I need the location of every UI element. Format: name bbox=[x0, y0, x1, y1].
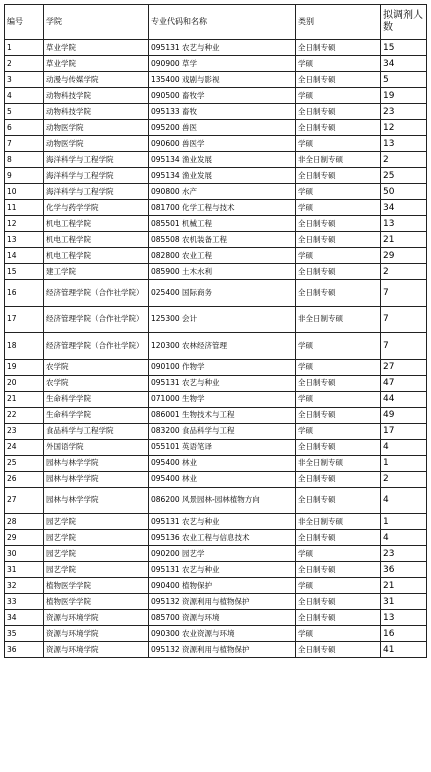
cell-major: 095131 农艺与种业 bbox=[149, 514, 296, 530]
cell-category: 全日制专硕 bbox=[296, 642, 381, 658]
cell-no: 1 bbox=[5, 40, 44, 56]
cell-college: 农学院 bbox=[44, 375, 149, 391]
cell-major: 085508 农机装备工程 bbox=[149, 232, 296, 248]
cell-category: 非全日制专硕 bbox=[296, 152, 381, 168]
cell-major: 095133 畜牧 bbox=[149, 104, 296, 120]
table-row bbox=[5, 152, 427, 168]
cell-major: 055101 英语笔译 bbox=[149, 439, 296, 455]
cell-college: 资源与环境学院 bbox=[44, 626, 149, 642]
cell-major: 095400 林业 bbox=[149, 471, 296, 487]
cell-count: 5 bbox=[381, 72, 427, 88]
cell-count: 1 bbox=[381, 455, 427, 471]
cell-count: 2 bbox=[381, 264, 427, 280]
cell-count: 16 bbox=[381, 626, 427, 642]
cell-count: 7 bbox=[381, 280, 427, 307]
cell-count: 23 bbox=[381, 546, 427, 562]
cell-category: 学硕 bbox=[296, 184, 381, 200]
table-row bbox=[5, 72, 427, 88]
cell-college: 机电工程学院 bbox=[44, 248, 149, 264]
cell-college: 动物医学院 bbox=[44, 120, 149, 136]
table-row bbox=[5, 375, 427, 391]
cell-no: 29 bbox=[5, 530, 44, 546]
cell-major: 090100 作物学 bbox=[149, 359, 296, 375]
header-category: 类别 bbox=[296, 5, 381, 40]
table-row bbox=[5, 455, 427, 471]
table-row bbox=[5, 487, 427, 514]
cell-major: 086200 风景园林-园林植物方向 bbox=[149, 487, 296, 514]
cell-count: 13 bbox=[381, 610, 427, 626]
table-row bbox=[5, 514, 427, 530]
table-row bbox=[5, 168, 427, 184]
cell-count: 31 bbox=[381, 594, 427, 610]
cell-count: 13 bbox=[381, 136, 427, 152]
cell-no: 24 bbox=[5, 439, 44, 455]
cell-college: 建工学院 bbox=[44, 264, 149, 280]
cell-count: 21 bbox=[381, 232, 427, 248]
cell-no: 17 bbox=[5, 306, 44, 333]
table-row bbox=[5, 184, 427, 200]
header-no: 编号 bbox=[5, 5, 44, 40]
cell-no: 2 bbox=[5, 56, 44, 72]
cell-major: 086001 生物技术与工程 bbox=[149, 407, 296, 423]
cell-no: 14 bbox=[5, 248, 44, 264]
cell-category: 非全日制专硕 bbox=[296, 455, 381, 471]
table-row bbox=[5, 232, 427, 248]
cell-count: 34 bbox=[381, 200, 427, 216]
cell-major: 095131 农艺与种业 bbox=[149, 375, 296, 391]
cell-category: 全日制专硕 bbox=[296, 562, 381, 578]
cell-category: 全日制专硕 bbox=[296, 471, 381, 487]
cell-category: 学硕 bbox=[296, 391, 381, 407]
cell-college: 园林与林学学院 bbox=[44, 455, 149, 471]
cell-category: 全日制专硕 bbox=[296, 439, 381, 455]
table-row bbox=[5, 594, 427, 610]
cell-no: 19 bbox=[5, 359, 44, 375]
cell-count: 17 bbox=[381, 423, 427, 439]
cell-count: 47 bbox=[381, 375, 427, 391]
table-row bbox=[5, 578, 427, 594]
header-college: 学院 bbox=[44, 5, 149, 40]
cell-count: 1 bbox=[381, 514, 427, 530]
table-row bbox=[5, 562, 427, 578]
cell-category: 学硕 bbox=[296, 88, 381, 104]
cell-college: 园林与林学学院 bbox=[44, 487, 149, 514]
cell-category: 学硕 bbox=[296, 248, 381, 264]
cell-major: 090600 兽医学 bbox=[149, 136, 296, 152]
cell-college: 海洋科学与工程学院 bbox=[44, 152, 149, 168]
cell-college: 园艺学院 bbox=[44, 546, 149, 562]
cell-college: 动物医学院 bbox=[44, 136, 149, 152]
cell-category: 学硕 bbox=[296, 56, 381, 72]
cell-no: 7 bbox=[5, 136, 44, 152]
cell-college: 资源与环境学院 bbox=[44, 642, 149, 658]
cell-no: 22 bbox=[5, 407, 44, 423]
cell-count: 4 bbox=[381, 487, 427, 514]
cell-college: 经济管理学院（合作社学院） bbox=[44, 306, 149, 333]
cell-major: 090300 农业资源与环境 bbox=[149, 626, 296, 642]
cell-count: 7 bbox=[381, 306, 427, 333]
cell-no: 31 bbox=[5, 562, 44, 578]
cell-college: 经济管理学院（合作社学院） bbox=[44, 333, 149, 360]
table-row bbox=[5, 306, 427, 333]
cell-category: 全日制专硕 bbox=[296, 104, 381, 120]
table-row bbox=[5, 471, 427, 487]
cell-major: 095200 兽医 bbox=[149, 120, 296, 136]
cell-category: 学硕 bbox=[296, 423, 381, 439]
cell-count: 29 bbox=[381, 248, 427, 264]
cell-college: 园林与林学学院 bbox=[44, 471, 149, 487]
cell-college: 资源与环境学院 bbox=[44, 610, 149, 626]
cell-college: 动物科技学院 bbox=[44, 104, 149, 120]
cell-major: 120300 农林经济管理 bbox=[149, 333, 296, 360]
cell-college: 园艺学院 bbox=[44, 530, 149, 546]
cell-major: 095134 渔业发展 bbox=[149, 168, 296, 184]
cell-major: 085700 资源与环境 bbox=[149, 610, 296, 626]
cell-count: 2 bbox=[381, 152, 427, 168]
cell-category: 非全日制专硕 bbox=[296, 306, 381, 333]
cell-category: 学硕 bbox=[296, 546, 381, 562]
cell-count: 44 bbox=[381, 391, 427, 407]
cell-major: 090500 畜牧学 bbox=[149, 88, 296, 104]
cell-count: 23 bbox=[381, 104, 427, 120]
cell-college: 海洋科学与工程学院 bbox=[44, 168, 149, 184]
cell-no: 30 bbox=[5, 546, 44, 562]
header-count: 拟调剂人数 bbox=[381, 5, 427, 40]
cell-count: 12 bbox=[381, 120, 427, 136]
cell-category: 全日制专硕 bbox=[296, 594, 381, 610]
cell-college: 经济管理学院（合作社学院） bbox=[44, 280, 149, 307]
cell-category: 全日制专硕 bbox=[296, 407, 381, 423]
table-row bbox=[5, 546, 427, 562]
table-row bbox=[5, 626, 427, 642]
cell-no: 28 bbox=[5, 514, 44, 530]
cell-college: 机电工程学院 bbox=[44, 232, 149, 248]
cell-major: 083200 食品科学与工程 bbox=[149, 423, 296, 439]
cell-category: 全日制专硕 bbox=[296, 72, 381, 88]
table-row bbox=[5, 530, 427, 546]
cell-college: 园艺学院 bbox=[44, 514, 149, 530]
table-row bbox=[5, 248, 427, 264]
cell-count: 4 bbox=[381, 530, 427, 546]
cell-count: 7 bbox=[381, 333, 427, 360]
table-row bbox=[5, 88, 427, 104]
cell-major: 090800 水产 bbox=[149, 184, 296, 200]
table-row bbox=[5, 56, 427, 72]
table-row bbox=[5, 120, 427, 136]
cell-major: 085900 土木水利 bbox=[149, 264, 296, 280]
cell-no: 20 bbox=[5, 375, 44, 391]
table-row bbox=[5, 216, 427, 232]
cell-count: 41 bbox=[381, 642, 427, 658]
cell-no: 15 bbox=[5, 264, 44, 280]
table-row bbox=[5, 280, 427, 307]
cell-category: 全日制专硕 bbox=[296, 40, 381, 56]
cell-major: 082800 农业工程 bbox=[149, 248, 296, 264]
table-row bbox=[5, 136, 427, 152]
cell-count: 34 bbox=[381, 56, 427, 72]
cell-no: 27 bbox=[5, 487, 44, 514]
cell-category: 全日制专硕 bbox=[296, 280, 381, 307]
cell-college: 动漫与传媒学院 bbox=[44, 72, 149, 88]
cell-no: 26 bbox=[5, 471, 44, 487]
cell-college: 生命科学学院 bbox=[44, 407, 149, 423]
cell-no: 34 bbox=[5, 610, 44, 626]
table-row bbox=[5, 333, 427, 360]
cell-count: 13 bbox=[381, 216, 427, 232]
adjustment-quota-table bbox=[4, 4, 427, 658]
cell-no: 33 bbox=[5, 594, 44, 610]
cell-no: 8 bbox=[5, 152, 44, 168]
cell-no: 9 bbox=[5, 168, 44, 184]
table-row bbox=[5, 407, 427, 423]
cell-college: 动物科技学院 bbox=[44, 88, 149, 104]
table-header-row bbox=[5, 5, 427, 40]
cell-college: 植物医学学院 bbox=[44, 594, 149, 610]
cell-college: 外国语学院 bbox=[44, 439, 149, 455]
table-row bbox=[5, 439, 427, 455]
cell-category: 学硕 bbox=[296, 626, 381, 642]
cell-major: 095131 农艺与种业 bbox=[149, 40, 296, 56]
table-row bbox=[5, 359, 427, 375]
cell-category: 全日制专硕 bbox=[296, 216, 381, 232]
cell-no: 36 bbox=[5, 642, 44, 658]
cell-major: 081700 化学工程与技术 bbox=[149, 200, 296, 216]
cell-major: 090900 草学 bbox=[149, 56, 296, 72]
cell-category: 全日制专硕 bbox=[296, 232, 381, 248]
cell-count: 50 bbox=[381, 184, 427, 200]
cell-college: 食品科学与工程学院 bbox=[44, 423, 149, 439]
cell-no: 21 bbox=[5, 391, 44, 407]
cell-no: 5 bbox=[5, 104, 44, 120]
cell-no: 23 bbox=[5, 423, 44, 439]
cell-major: 085501 机械工程 bbox=[149, 216, 296, 232]
table-row bbox=[5, 610, 427, 626]
cell-major: 090400 植物保护 bbox=[149, 578, 296, 594]
cell-category: 非全日制专硕 bbox=[296, 514, 381, 530]
cell-category: 学硕 bbox=[296, 359, 381, 375]
cell-no: 18 bbox=[5, 333, 44, 360]
cell-category: 学硕 bbox=[296, 200, 381, 216]
cell-no: 6 bbox=[5, 120, 44, 136]
cell-category: 全日制专硕 bbox=[296, 120, 381, 136]
cell-no: 16 bbox=[5, 280, 44, 307]
cell-no: 4 bbox=[5, 88, 44, 104]
cell-category: 全日制专硕 bbox=[296, 487, 381, 514]
cell-no: 10 bbox=[5, 184, 44, 200]
cell-college: 草业学院 bbox=[44, 40, 149, 56]
table-row bbox=[5, 642, 427, 658]
cell-major: 095132 资源利用与植物保护 bbox=[149, 642, 296, 658]
cell-college: 机电工程学院 bbox=[44, 216, 149, 232]
cell-major: 095400 林业 bbox=[149, 455, 296, 471]
cell-category: 学硕 bbox=[296, 578, 381, 594]
table-row bbox=[5, 40, 427, 56]
table-row bbox=[5, 104, 427, 120]
cell-category: 全日制专硕 bbox=[296, 375, 381, 391]
table-row bbox=[5, 264, 427, 280]
header-major: 专业代码和名称 bbox=[149, 5, 296, 40]
cell-category: 全日制专硕 bbox=[296, 610, 381, 626]
cell-category: 全日制专硕 bbox=[296, 264, 381, 280]
cell-college: 农学院 bbox=[44, 359, 149, 375]
cell-count: 15 bbox=[381, 40, 427, 56]
table-body bbox=[5, 40, 427, 658]
cell-college: 海洋科学与工程学院 bbox=[44, 184, 149, 200]
cell-count: 36 bbox=[381, 562, 427, 578]
cell-major: 095132 资源利用与植物保护 bbox=[149, 594, 296, 610]
cell-college: 化学与药学学院 bbox=[44, 200, 149, 216]
cell-major: 095134 渔业发展 bbox=[149, 152, 296, 168]
cell-college: 草业学院 bbox=[44, 56, 149, 72]
table-row bbox=[5, 391, 427, 407]
table-row bbox=[5, 200, 427, 216]
cell-major: 095131 农艺与种业 bbox=[149, 562, 296, 578]
cell-no: 13 bbox=[5, 232, 44, 248]
cell-count: 4 bbox=[381, 439, 427, 455]
cell-college: 园艺学院 bbox=[44, 562, 149, 578]
cell-count: 2 bbox=[381, 471, 427, 487]
cell-no: 32 bbox=[5, 578, 44, 594]
cell-major: 090200 园艺学 bbox=[149, 546, 296, 562]
cell-major: 071000 生物学 bbox=[149, 391, 296, 407]
cell-count: 27 bbox=[381, 359, 427, 375]
cell-major: 025400 国际商务 bbox=[149, 280, 296, 307]
cell-count: 25 bbox=[381, 168, 427, 184]
table-row bbox=[5, 423, 427, 439]
cell-no: 12 bbox=[5, 216, 44, 232]
cell-college: 植物医学学院 bbox=[44, 578, 149, 594]
cell-no: 3 bbox=[5, 72, 44, 88]
cell-category: 学硕 bbox=[296, 333, 381, 360]
cell-major: 095136 农业工程与信息技术 bbox=[149, 530, 296, 546]
cell-count: 49 bbox=[381, 407, 427, 423]
cell-count: 19 bbox=[381, 88, 427, 104]
cell-major: 125300 会计 bbox=[149, 306, 296, 333]
cell-major: 135400 戏剧与影视 bbox=[149, 72, 296, 88]
cell-college: 生命科学学院 bbox=[44, 391, 149, 407]
cell-no: 35 bbox=[5, 626, 44, 642]
cell-no: 25 bbox=[5, 455, 44, 471]
cell-category: 全日制专硕 bbox=[296, 168, 381, 184]
cell-no: 11 bbox=[5, 200, 44, 216]
cell-category: 全日制专硕 bbox=[296, 530, 381, 546]
cell-category: 学硕 bbox=[296, 136, 381, 152]
cell-count: 21 bbox=[381, 578, 427, 594]
